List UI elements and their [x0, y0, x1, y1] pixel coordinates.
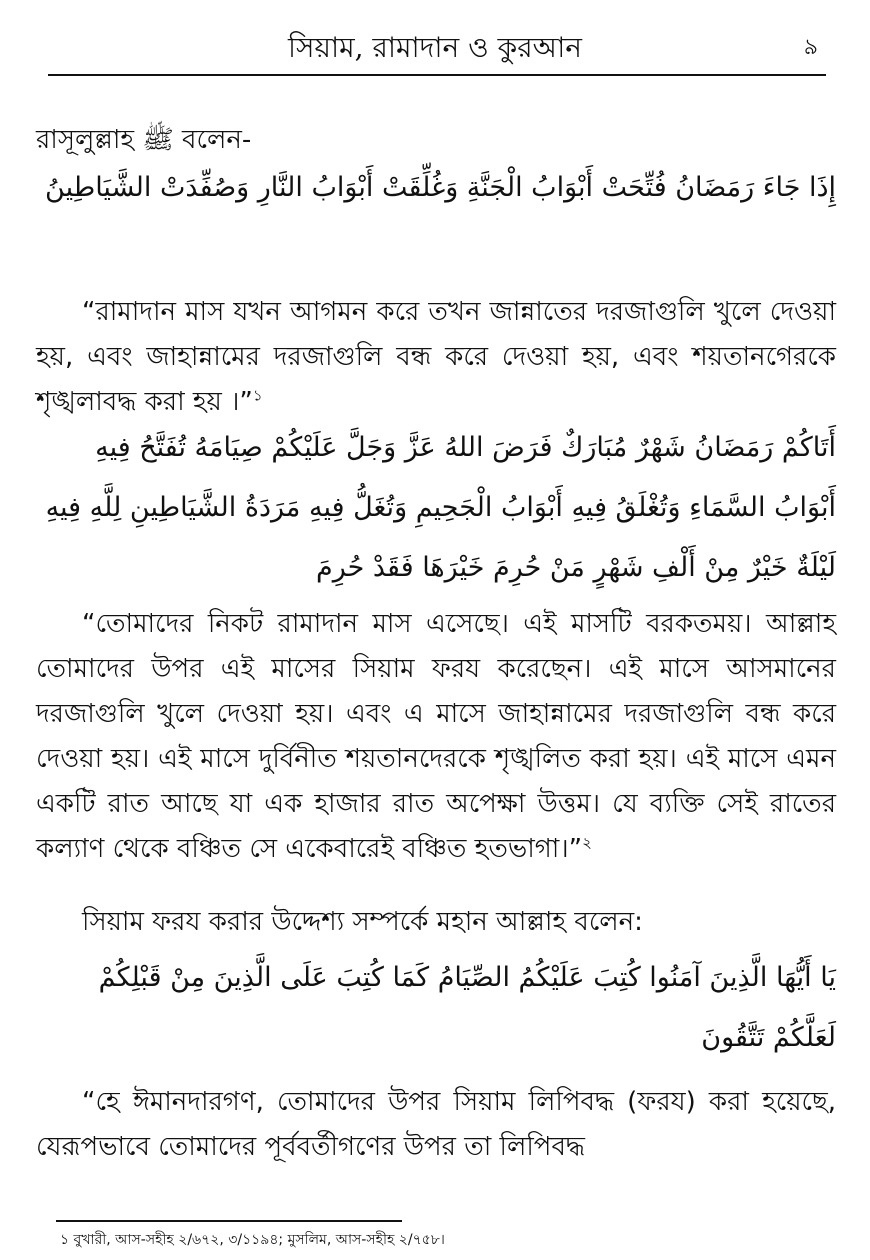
footnote-1: ১ বুখারী, আস-সহীহ ২/৬৭২, ৩/১১৯৪; মুসলিম, আস-সহীহ ২/৭৫৮।: [60, 1232, 445, 1248]
arabic-hadith-2: أَتَاكُمْ رَمَضَانُ شَهْرٌ مُبَارَكٌ فَرَضَ اللهُ عَزَّ وَجَلَّ عَلَيْكُمْ صِيَامَهُ تُفَتَّحُ فِيهِ أَبْوَابُ السَّمَاءِ وَتُغْلَقُ فِيهِ أَبْوَابُ الْجَحِيمِ وَتُغَلُّ فِيهِ مَرَدَةُ الشَّيَاطِينِ لِلَّهِ فِيهِ لَيْلَةٌ خَيْرٌ مِنْ أَلْفِ شَهْرٍ مَنْ حُرِمَ خَيْرَهَا فَقَدْ حُرِمَ: [45, 432, 836, 583]
arabic-hadith-1: إِذَا جَاءَ رَمَضَانُ فُتِّحَتْ أَبْوَابُ الْجَنَّةِ وَغُلِّقَتْ أَبْوَابُ النَّارِ وَصُفِّدَتْ الشَّيَاطِينُ: [45, 172, 836, 203]
footnote-divider: [56, 1220, 402, 1222]
footnote-ref-1: ১: [252, 386, 263, 405]
hadith-intro: রাসূলুল্লাহ ﷺ বলেন-: [36, 125, 252, 155]
translation-2-text: “তোমাদের নিকট রামাদান মাস এসেছে। এই মাসটি বরকতময়। আল্লাহ তোমাদের উপর এই মাসের সিয়াম ফরয করেছেন। এই মাসে আসমানের দরজাগুলি খুলে দেওয়া হয়। এবং এ মাসে জাহান্নামের দরজাগুলি বন্ধ করে দেওয়া হয়। এই মাসে দুর্বিনীত শয়তানদেরকে শৃঙ্খলিত করা হয়। এই মাসে এমন একটি রাত আছে যা এক হাজার রাত অপেক্ষা উত্তম। যে ব্যক্তি সেই রাতের কল্যাণ থেকে বঞ্চিত সে একেবারেই বঞ্চিত হতভাগা।”: [36, 609, 836, 864]
header-divider: [48, 74, 826, 76]
translation-paragraph-1: [36, 290, 836, 425]
translation-1-text: “রামাদান মাস যখন আগমন করে তখন জান্নাতের দরজাগুলি খুলে দেওয়া হয়, এবং জাহান্নামের দরজাগুলি বন্ধ করে দেওয়া হয়, এবং শয়তানগেরকে শৃঙ্খলাবদ্ধ করা হয় ।”: [36, 297, 836, 417]
footnote-ref-2: ২: [582, 833, 592, 852]
translation-paragraph-2: [36, 602, 836, 872]
running-header-title: সিয়াম, রামাদান ও কুরআন: [288, 31, 582, 64]
translation-paragraph-3: “হে ঈমানদারগণ, তোমাদের উপর সিয়াম লিপিবদ্ধ (ফরয) করা হয়েছে, যেরূপভাবে তোমাদের পূর্ববর্তীগণের উপর তা লিপিবদ্ধ: [36, 1087, 836, 1162]
arabic-quran-verse: يَا أَيُّهَا الَّذِينَ آمَنُوا كُتِبَ عَلَيْكُمُ الصِّيَامُ كَمَا كُتِبَ عَلَى الَّذِينَ مِنْ قَبْلِكُمْ لَعَلَّكُمْ تَتَّقُونَ: [98, 962, 836, 1053]
quran-intro: সিয়াম ফরয করার উদ্দেশ্য সম্পর্কে মহান আল্লাহ বলেন:: [82, 907, 643, 937]
page-number: ৯: [803, 35, 818, 60]
